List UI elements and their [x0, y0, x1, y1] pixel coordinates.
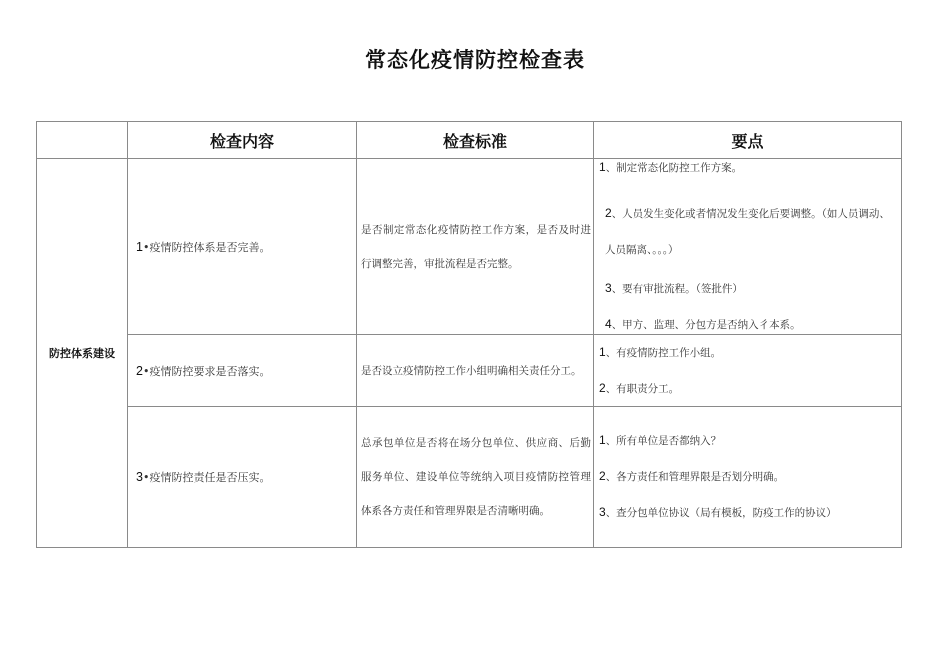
point-text: 、人员发生变化或者情况发生变化后要调整。（如人员调动、人员隔离、。。。）: [605, 208, 890, 256]
check-content-cell: [128, 159, 357, 335]
point-number: 1: [599, 160, 606, 174]
key-points-cell: [594, 335, 902, 407]
point-number: 1: [599, 433, 606, 447]
table-header-row: [37, 122, 902, 159]
point-text: 、所有单位是否都纳入？: [605, 435, 722, 447]
category-cell: 防控体系建设: [37, 159, 128, 548]
point-text: 、制定常态化防控工作方案。: [605, 162, 743, 174]
item-number: 3: [136, 470, 143, 484]
table-row: [37, 407, 902, 548]
item-text: •疫情防控要求是否落实。: [142, 364, 271, 378]
point-text: 、有职责分工。: [605, 382, 680, 395]
point-number: 1: [599, 344, 606, 359]
point-number: 3: [605, 281, 612, 295]
check-content-cell: [128, 407, 357, 548]
item-number: 1: [136, 239, 143, 254]
key-points-cell: [594, 159, 902, 335]
point-number: 4: [605, 317, 612, 331]
item-number: 2: [136, 363, 143, 378]
point-text: 、有疫情防控工作小组。: [605, 346, 722, 359]
item-text: •疫情防控体系是否完善。: [142, 240, 271, 254]
header-check-content: 检查内容: [128, 122, 357, 159]
check-content-cell: [128, 335, 357, 407]
header-key-points: 要点: [594, 122, 902, 159]
point-number: 2: [599, 380, 606, 395]
header-check-standard: 检查标准: [357, 122, 594, 159]
header-category: [37, 122, 128, 159]
key-point: [599, 344, 897, 362]
check-standard-cell: 是否设立疫情防控工作小组明确相关责任分工。: [357, 335, 594, 407]
inspection-table: [36, 121, 902, 548]
item-text: •疫情防控责任是否压实。: [142, 471, 271, 484]
table-row: [37, 159, 902, 335]
point-text: 、各方责任和管理界限是否划分明确。: [605, 471, 785, 483]
key-point: [599, 432, 897, 450]
point-text: 、要有审批流程。（签批件）: [611, 283, 743, 295]
check-standard-cell: 是否制定常态化疫情防控工作方案，是否及时进行调整完善，审批流程是否完整。: [357, 159, 594, 335]
key-point: [599, 159, 897, 177]
check-standard-cell: 总承包单位是否将在场分包单位、供应商、后勤服务单位、建设单位等统纳入项目疫情防控管理体系各方责任和管理界限是否清晰明确。: [357, 407, 594, 548]
key-points-cell: [594, 407, 902, 548]
point-number: 3: [599, 505, 606, 519]
key-point: [599, 504, 897, 522]
point-number: 2: [605, 206, 612, 220]
key-point: [599, 468, 897, 486]
key-point: [599, 380, 897, 398]
point-text: 、查分包单位协议（局有模板，防疫工作的协议）: [605, 507, 837, 519]
point-text: 、甲方、监理、分包方是否纳入彳本系。: [611, 319, 801, 331]
key-point: [599, 195, 897, 268]
key-point: [599, 280, 897, 298]
page-title: 常态化疫情防控检查表: [365, 48, 585, 72]
table-row: [37, 335, 902, 407]
key-point: [599, 316, 897, 334]
point-number: 2: [599, 469, 606, 483]
